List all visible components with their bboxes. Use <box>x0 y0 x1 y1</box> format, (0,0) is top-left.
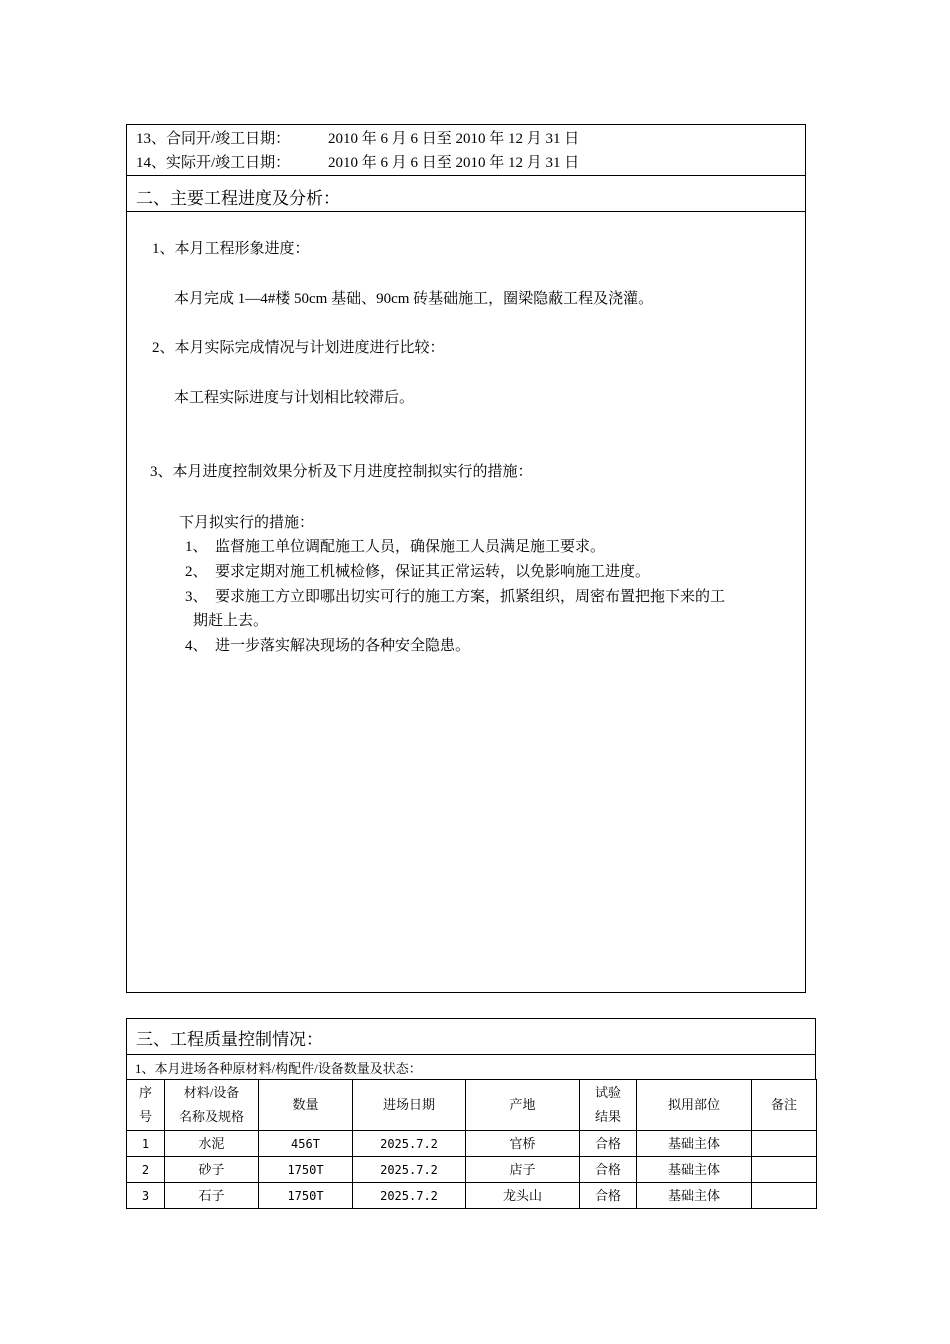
section2-title: 二、主要工程进度及分析： <box>136 189 340 208</box>
col-header-qty: 数量 <box>259 1080 353 1131</box>
cell-use: 基础主体 <box>637 1183 752 1209</box>
cell-seq: 2 <box>127 1157 165 1183</box>
col-header-origin: 产地 <box>466 1080 580 1131</box>
progress-text-2: 本工程实际进度与计划相比较滞后。 <box>174 390 415 406</box>
measures-title: 下月拟实行的措施： <box>179 515 315 531</box>
materials-table <box>126 1079 817 1209</box>
col-header-date: 进场日期 <box>353 1080 466 1131</box>
measure-num: 4、 <box>185 638 208 654</box>
progress-heading-2: 2、本月实际完成情况与计划进度进行比较： <box>152 340 445 356</box>
contract-date-value: 2010 年 6 月 6 日至 2010 年 12 月 31 日 <box>328 131 580 147</box>
progress-heading-3: 3、本月进度控制效果分析及下月进度控制拟实行的措施： <box>150 464 533 480</box>
cell-use: 基础主体 <box>637 1131 752 1157</box>
cell-remark <box>752 1131 817 1157</box>
cell-date: 2025.7.2 <box>353 1131 466 1157</box>
measure-text: 要求定期对施工机械检修，保证其正常运转，以免影响施工进度。 <box>215 564 651 580</box>
measure-num: 2、 <box>185 564 208 580</box>
cell-test: 合格 <box>580 1157 637 1183</box>
col-header-test: 试验 结果 <box>580 1080 637 1131</box>
contract-date-label: 13、合同开/竣工日期： <box>136 131 291 147</box>
cell-seq: 3 <box>127 1183 165 1209</box>
actual-date-label: 14、实际开/竣工日期： <box>136 155 291 171</box>
cell-remark <box>752 1157 817 1183</box>
measure-num: 3、 <box>185 589 208 605</box>
table-header-row <box>127 1080 817 1131</box>
col-header-use: 拟用部位 <box>637 1080 752 1131</box>
cell-test: 合格 <box>580 1183 637 1209</box>
quality-section-box <box>126 1018 816 1080</box>
cell-name: 水泥 <box>165 1131 259 1157</box>
section3-title: 三、工程质量控制情况： <box>136 1030 323 1049</box>
cell-use: 基础主体 <box>637 1157 752 1183</box>
table-row <box>127 1183 817 1209</box>
cell-seq: 1 <box>127 1131 165 1157</box>
cell-qty: 456T <box>259 1131 353 1157</box>
cell-origin: 官桥 <box>466 1131 580 1157</box>
col-header-name: 材料/设备 名称及规格 <box>165 1080 259 1131</box>
progress-section-box <box>126 124 806 993</box>
measure-text: 进一步落实解决现场的各种安全隐患。 <box>215 638 471 654</box>
cell-qty: 1750T <box>259 1157 353 1183</box>
measure-text: 要求施工方立即哪出切实可行的施工方案，抓紧组织，周密布置把拖下来的工 <box>215 589 726 605</box>
cell-name: 石子 <box>165 1183 259 1209</box>
measure-text-continued: 期赶上去。 <box>193 613 269 629</box>
cell-date: 2025.7.2 <box>353 1183 466 1209</box>
col-header-seq: 序 号 <box>127 1080 165 1131</box>
cell-origin: 龙头山 <box>466 1183 580 1209</box>
progress-heading-1: 1、本月工程形象进度： <box>152 241 310 257</box>
cell-remark <box>752 1183 817 1209</box>
cell-qty: 1750T <box>259 1183 353 1209</box>
progress-text-1: 本月完成 1—4#楼 50cm 基础、90cm 砖基础施工，圈梁隐蔽工程及浇灌。 <box>174 291 654 307</box>
measure-text: 监督施工单位调配施工人员，确保施工人员满足施工要求。 <box>215 539 606 555</box>
materials-subtitle: 1、本月进场各种原材料/构配件/设备数量及状态： <box>135 1061 422 1076</box>
cell-test: 合格 <box>580 1131 637 1157</box>
col-header-remark: 备注 <box>752 1080 817 1131</box>
actual-date-value: 2010 年 6 月 6 日至 2010 年 12 月 31 日 <box>328 155 580 171</box>
table-row <box>127 1157 817 1183</box>
cell-date: 2025.7.2 <box>353 1157 466 1183</box>
cell-name: 砂子 <box>165 1157 259 1183</box>
cell-origin: 店子 <box>466 1157 580 1183</box>
measure-num: 1、 <box>185 539 208 555</box>
table-row <box>127 1131 817 1157</box>
